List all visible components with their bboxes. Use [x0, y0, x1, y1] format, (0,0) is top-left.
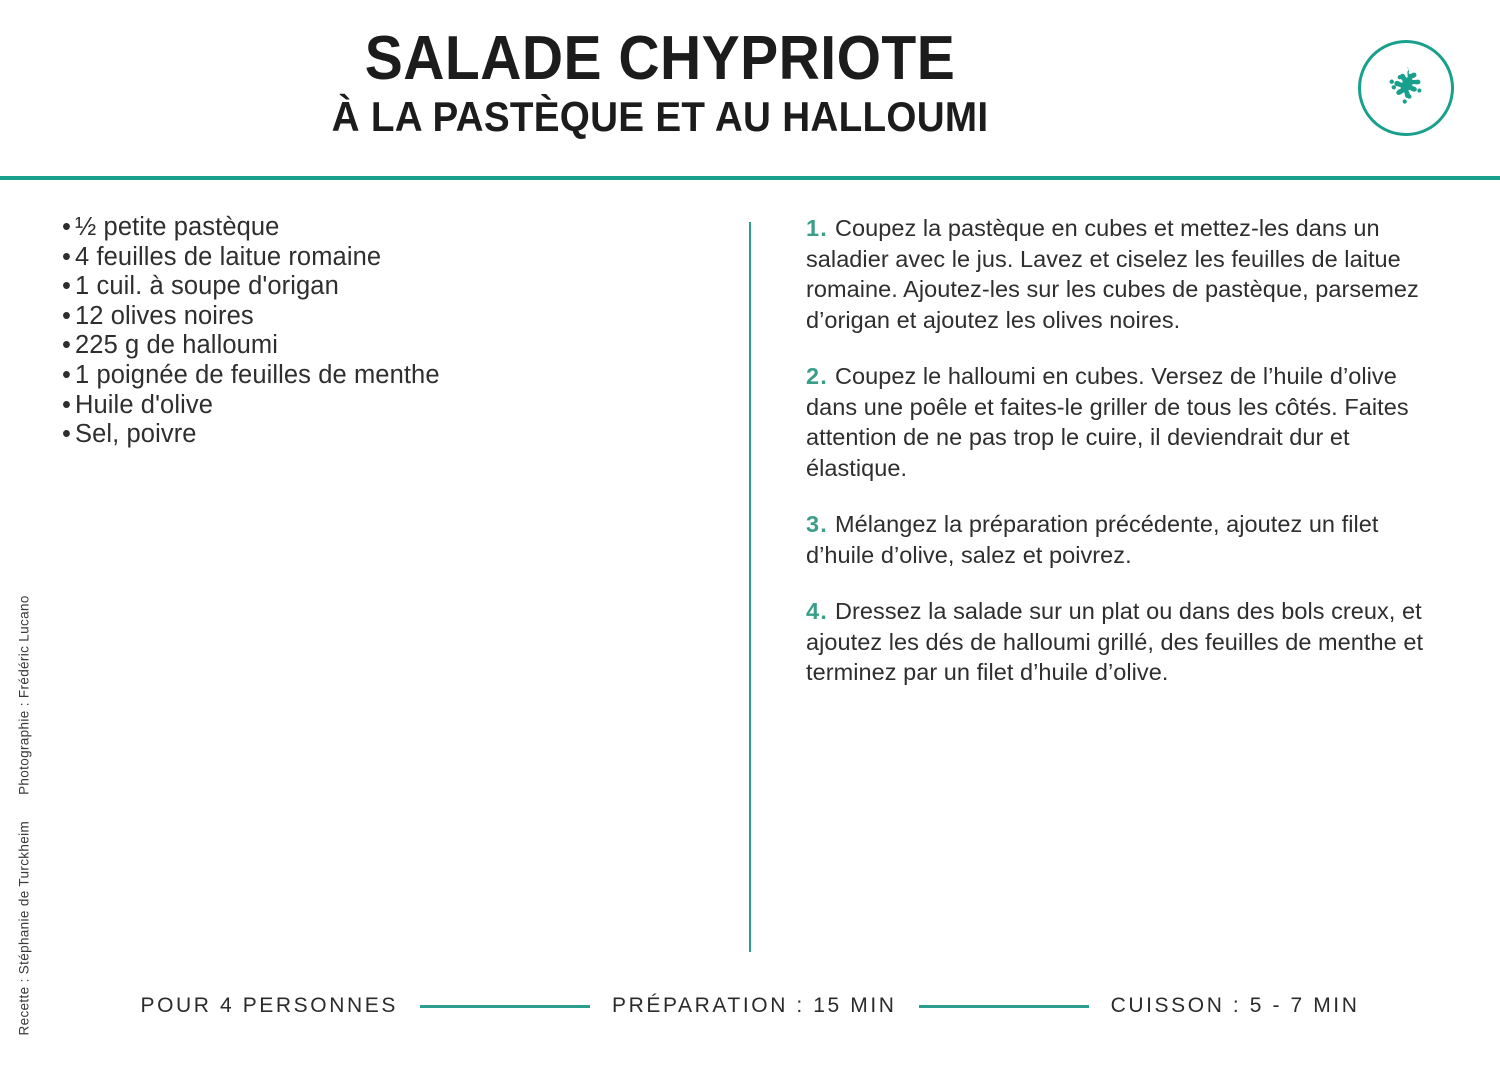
- step-3: [806, 509, 1426, 570]
- card-footer: [0, 994, 1500, 1018]
- preparation-time-label: PRÉPARATION : 15 MIN: [611, 994, 897, 1017]
- credits-block: [17, 516, 32, 1036]
- bullet-icon: •: [62, 242, 72, 271]
- list-item: [62, 272, 702, 302]
- lettuce-leaf-icon: [1378, 60, 1434, 116]
- bullet-icon: •: [62, 360, 72, 389]
- bullet-icon: •: [62, 301, 72, 330]
- recipe-title: SALADE CHYPRIOTE: [364, 24, 956, 93]
- brand-logo: [1358, 40, 1454, 136]
- list-item: [62, 361, 702, 391]
- step-4: [806, 596, 1426, 688]
- list-item: [62, 391, 702, 421]
- cooking-time-label: CUISSON : 5 - 7 MIN: [1110, 994, 1360, 1017]
- column-divider: [749, 222, 751, 952]
- title-block: [0, 26, 1320, 140]
- footer-connector-line: [420, 1005, 590, 1008]
- bullet-icon: •: [62, 272, 72, 301]
- ingredient-text: 4 feuilles de laitue romaine: [75, 242, 382, 271]
- ingredient-text: 225 g de halloumi: [75, 331, 279, 360]
- bullet-icon: •: [62, 420, 72, 449]
- list-item: [62, 302, 702, 332]
- step-number: 3.: [806, 511, 828, 537]
- header-rule: [0, 176, 1500, 180]
- list-item: [62, 331, 702, 361]
- footer-connector-line: [919, 1005, 1089, 1008]
- step-number: 1.: [806, 215, 828, 241]
- step-number: 4.: [806, 598, 828, 624]
- step-body: [806, 509, 1426, 570]
- card-header: [0, 0, 1500, 178]
- step-instruction: Coupez la pastèque en cubes et mettez-les dans un saladier avec le jus. Lavez et ciselez les feuilles de laitue romaine. Ajoutez-les sur les cubes de pastèque, parsemez d’origan et ajoutez les olives noires.: [806, 215, 1419, 333]
- ingredient-text: Huile d'olive: [75, 390, 213, 419]
- step-number: 2.: [806, 363, 828, 389]
- step-1: [806, 213, 1426, 335]
- list-item: [62, 420, 702, 450]
- ingredient-text: ½ petite pastèque: [75, 213, 280, 241]
- list-item: [62, 243, 702, 273]
- bullet-icon: •: [62, 331, 72, 360]
- servings-label: POUR 4 PERSONNES: [140, 994, 398, 1017]
- step-body: [806, 596, 1426, 688]
- ingredient-text: 12 olives noires: [75, 301, 254, 330]
- ingredients-list: [62, 213, 702, 450]
- bullet-icon: •: [62, 213, 72, 241]
- ingredient-text: Sel, poivre: [75, 420, 197, 449]
- list-item: [62, 213, 702, 243]
- photography-credit: Photographie : Frédéric Lucano: [16, 595, 32, 795]
- step-instruction: Coupez le halloumi en cubes. Versez de l’huile d’olive dans une poêle et faites-le griller de tous les côtés. Faites attention de ne pas trop le cuire, il deviendrait dur et élastique.: [806, 363, 1409, 481]
- preparation-steps: [806, 213, 1426, 688]
- step-2: [806, 361, 1426, 483]
- step-body: [806, 213, 1426, 335]
- step-body: [806, 361, 1426, 483]
- recipe-credit: Recette : Stéphanie de Turckheim: [16, 820, 32, 1036]
- step-instruction: Dressez la salade sur un plat ou dans des bols creux, et ajoutez les dés de halloumi grillé, des feuilles de menthe et terminez par un filet d’huile d’olive.: [806, 598, 1424, 685]
- ingredient-text: 1 cuil. à soupe d'origan: [75, 272, 339, 301]
- ingredient-text: 1 poignée de feuilles de menthe: [75, 360, 440, 389]
- step-instruction: Mélangez la préparation précédente, ajoutez un filet d’huile d’olive, salez et poivrez.: [806, 511, 1379, 568]
- bullet-icon: •: [62, 390, 72, 419]
- recipe-subtitle: À LA PASTÈQUE ET AU HALLOUMI: [331, 93, 989, 140]
